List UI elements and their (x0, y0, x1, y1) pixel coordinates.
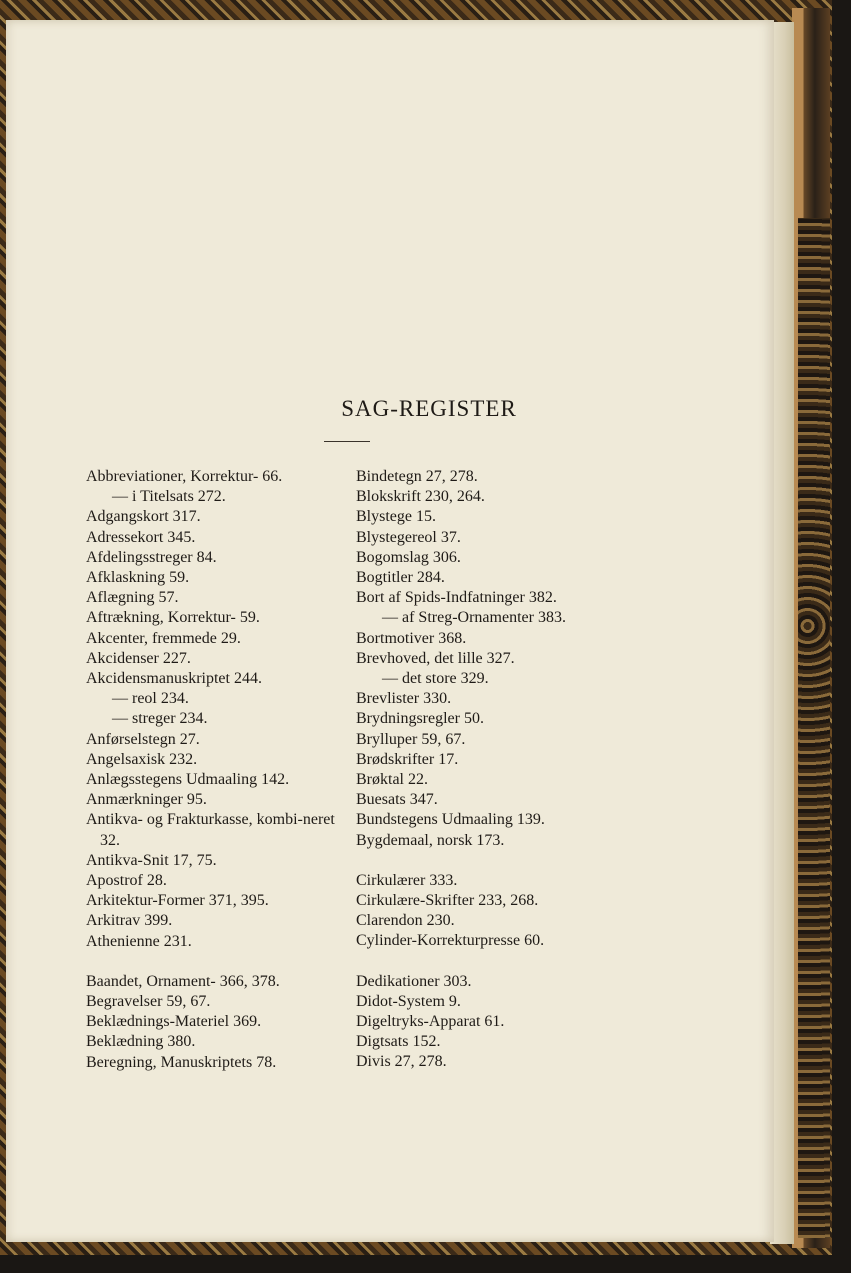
index-column-left (86, 467, 341, 1073)
index-entry: Beregning, Manuskriptets 78. (86, 1053, 277, 1071)
index-entry: Bortmotiver 368. (356, 629, 467, 647)
index-entry: Blokskrift 230, 264. (356, 488, 485, 506)
index-entry: Bindetegn 27, 278. (356, 468, 478, 485)
index-entry: Divis 27, 278. (356, 1053, 447, 1071)
index-entry: Apostrof 28. (86, 872, 167, 890)
index-entry: Blystegereol 37. (356, 528, 461, 546)
index-entry: Cirkulærer 333. (356, 871, 458, 889)
index-entry: Bogomslag 306. (356, 548, 461, 566)
book-page (6, 20, 774, 1242)
index-entry: Antikva- og Frakturkasse, kombi-neret 32. (86, 811, 335, 849)
section-gap (86, 952, 341, 972)
index-entry: Anlægsstegens Udmaaling 142. (86, 771, 290, 789)
index-entry: Bygdemaal, norsk 173. (356, 831, 505, 849)
index-entry: Bogtitler 284. (356, 569, 445, 587)
index-entry: Akcidenser 227. (86, 649, 191, 667)
index-entry: Brøktal 22. (356, 771, 428, 789)
index-entry: — af Streg-Ornamenter 383. (382, 609, 566, 627)
index-entry: Abbreviationer, Korrektur- 66. (86, 468, 283, 485)
index-column-right (356, 467, 616, 1073)
index-entry: Brødskrifter 17. (356, 750, 459, 768)
index-entry: — det store 329. (382, 670, 489, 688)
title-rule (324, 441, 370, 442)
index-entry: Bort af Spids-Indfatninger 382. (356, 589, 557, 607)
index-entry: Brevhoved, det lille 327. (356, 649, 515, 667)
index-entry: Cylinder-Korrekturpresse 60. (356, 932, 545, 950)
section-gap (356, 851, 616, 871)
index-entry: — i Titelsats 272. (112, 488, 226, 506)
index-entry: Afdelingsstreger 84. (86, 548, 217, 566)
index-entry: Angelsaxisk 232. (86, 750, 198, 768)
index-entry: Aflægning 57. (86, 589, 179, 607)
index-entry: Digtsats 152. (356, 1033, 441, 1051)
index-entry: Clarendon 230. (356, 912, 455, 930)
index-entry: Beklædning 380. (86, 1033, 196, 1051)
index-entry: Antikva-Snit 17, 75. (86, 851, 217, 869)
index-entry: Aftrækning, Korrektur- 59. (86, 609, 260, 627)
index-entry: Adressekort 345. (86, 528, 196, 546)
index-entry: Digeltryks-Apparat 61. (356, 1013, 505, 1031)
index-entry: Brydningsregler 50. (356, 710, 484, 728)
book-spine-cover (792, 8, 830, 1248)
index-entry: Anmærkninger 95. (86, 791, 207, 809)
index-entry: — reol 234. (112, 690, 189, 708)
index-entry: Beklædnings-Materiel 369. (86, 1013, 262, 1031)
index-entry: Blystege 15. (356, 508, 436, 526)
index-entry: Begravelser 59, 67. (86, 993, 211, 1011)
index-entry: Akcidensmanuskriptet 244. (86, 670, 262, 688)
index-entry: Brylluper 59, 67. (356, 730, 466, 748)
index-entry: — streger 234. (112, 710, 208, 728)
index-entry: Brevlister 330. (356, 690, 452, 708)
marbled-paper (798, 218, 830, 1238)
index-entry: Arkitrav 399. (86, 912, 173, 930)
index-entry: Akcenter, fremmede 29. (86, 629, 241, 647)
section-gap (356, 952, 616, 972)
index-entry: Baandet, Ornament- 366, 378. (86, 972, 280, 990)
page-title: SAG-REGISTER (341, 396, 517, 421)
index-entry: Arkitektur-Former 371, 395. (86, 892, 269, 910)
index-entry: Cirkulære-Skrifter 233, 268. (356, 892, 539, 910)
index-entry: Athenienne 231. (86, 932, 192, 950)
index-entry: Anførselstegn 27. (86, 730, 200, 748)
index-entry: Buesats 347. (356, 791, 438, 809)
index-entry: Adgangskort 317. (86, 508, 201, 526)
index-entry: Didot-System 9. (356, 992, 461, 1010)
index-entry: Bundstegens Udmaaling 139. (356, 811, 545, 829)
index-entry: Dedikationer 303. (356, 972, 472, 990)
index-entry: Afklaskning 59. (86, 569, 190, 587)
